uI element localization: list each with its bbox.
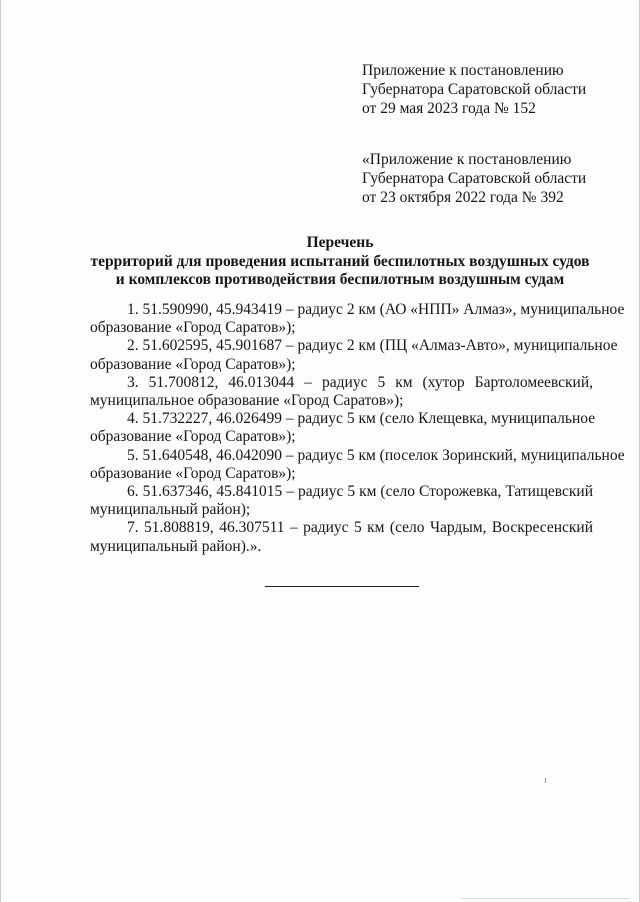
list-item <box>90 483 593 519</box>
list-item <box>90 301 625 337</box>
document-heading <box>60 234 620 290</box>
scan-bottom-noise <box>460 898 630 899</box>
heading-line: и комплексов противодействия беспилотным воздушным судам <box>115 271 565 288</box>
heading-title: Перечень <box>306 234 374 251</box>
list-item <box>90 410 596 446</box>
appendix-header-current <box>362 61 632 118</box>
list-item-line: 1. 51.590990, 45.943419 – радиус 2 км (АО «НПП» Алмаз», муниципальное <box>127 301 625 318</box>
list-item-line: образование «Город Саратов»); <box>90 428 296 446</box>
list-item-line: образование «Город Саратов»); <box>90 464 296 482</box>
closing-divider-line <box>265 586 419 587</box>
list-item-line: 5. 51.640548, 46.042090 – радиус 5 км (поселок Зоринский, муниципальное <box>127 446 625 464</box>
scan-speck <box>545 778 546 783</box>
territory-list <box>90 301 625 556</box>
heading-line: территорий для проведения испытаний беспилотных воздушных судов <box>90 252 590 270</box>
list-item-line: муниципальное образование «Город Саратов»); <box>90 392 404 410</box>
appendix-line: от 29 мая 2023 года № 152 <box>362 100 536 117</box>
appendix-line: Приложение к постановлению <box>362 62 564 79</box>
list-item-line: 3. 51.700812, 46.013044 – радиус 5 км (хутор Бартоломеевский, <box>127 373 593 391</box>
appendix-line: Губернатора Саратовской области <box>362 170 587 187</box>
appendix-line: Губернатора Саратовской области <box>362 81 587 98</box>
list-item <box>90 519 593 555</box>
list-item-line: 7. 51.808819, 46.307511 – радиус 5 км (село Чардым, Воскресенский <box>127 519 593 537</box>
scan-edge-left <box>0 0 1 902</box>
list-item <box>90 337 618 373</box>
list-item-line: образование «Город Саратов»); <box>90 355 296 373</box>
list-item-line: образование «Город Саратов»); <box>90 319 296 337</box>
list-item <box>90 446 625 483</box>
list-item <box>90 374 593 410</box>
list-item-line: муниципальный район); <box>90 501 251 519</box>
list-item-line: муниципальный район).». <box>90 537 262 555</box>
list-item-line: 4. 51.732227, 46.026499 – радиус 5 км (село Клещевка, муниципальное <box>127 410 596 428</box>
appendix-line: «Приложение к постановлению <box>362 151 572 168</box>
appendix-line: от 23 октября 2022 года № 392 <box>362 189 564 206</box>
list-item-line: 2. 51.602595, 45.901687 – радиус 2 км (ПЦ «Алмаз-Авто», муниципальное <box>127 337 618 355</box>
appendix-header-amended <box>362 150 632 207</box>
list-item-line: 6. 51.637346, 45.841015 – радиус 5 км (село Сторожевка, Татищевский <box>127 483 593 501</box>
